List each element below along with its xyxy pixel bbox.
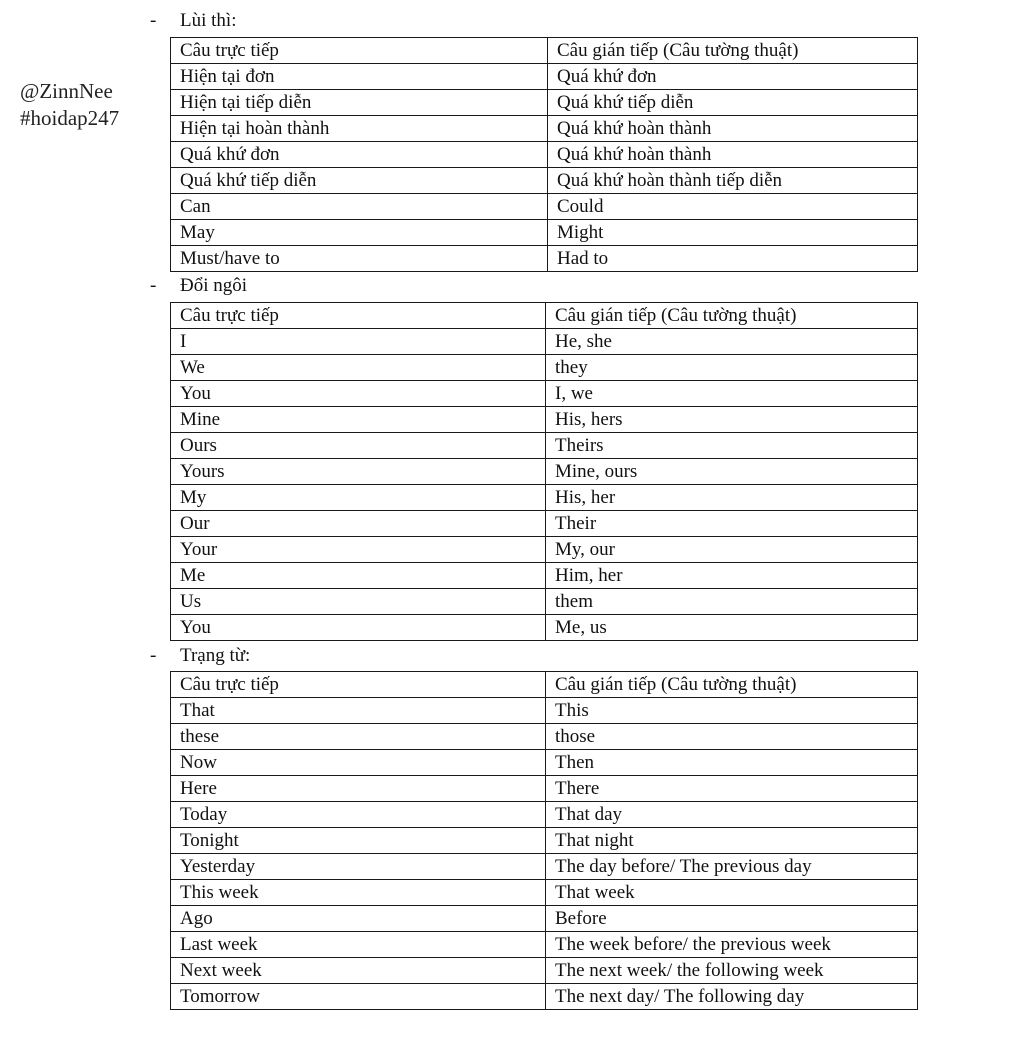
table-row xyxy=(171,802,918,828)
table-header-row xyxy=(171,38,918,64)
section-title: Lùi thì: xyxy=(180,10,237,31)
direct-speech-cell: Me xyxy=(171,563,546,589)
direct-speech-cell: Mine xyxy=(171,407,546,433)
reported-speech-cell: Quá khứ đơn xyxy=(548,64,918,90)
direct-speech-cell: Now xyxy=(171,750,546,776)
watermark xyxy=(20,78,119,132)
table-row xyxy=(171,615,918,641)
direct-speech-cell: Câu trực tiếp xyxy=(171,303,546,329)
tense-shift-table xyxy=(170,37,918,272)
direct-speech-cell: Quá khứ đơn xyxy=(171,142,548,168)
reported-speech-cell: There xyxy=(546,776,918,802)
direct-speech-cell: Tonight xyxy=(171,828,546,854)
adverb-shift-table xyxy=(170,671,918,1010)
table-row xyxy=(171,589,918,615)
table-header-row xyxy=(171,303,918,329)
reported-speech-cell: That night xyxy=(546,828,918,854)
direct-speech-cell: Next week xyxy=(171,958,546,984)
table-header-row xyxy=(171,672,918,698)
table-row xyxy=(171,381,918,407)
direct-speech-cell: Hiện tại tiếp diễn xyxy=(171,90,548,116)
table-row xyxy=(171,168,918,194)
table-row xyxy=(171,355,918,381)
reported-speech-cell: them xyxy=(546,589,918,615)
reported-speech-cell: Had to xyxy=(548,246,918,272)
reported-speech-cell: Before xyxy=(546,906,918,932)
reported-speech-cell: The next week/ the following week xyxy=(546,958,918,984)
direct-speech-cell: You xyxy=(171,381,546,407)
reported-speech-cell: Could xyxy=(548,194,918,220)
reported-speech-cell: His, her xyxy=(546,485,918,511)
reported-speech-cell: I, we xyxy=(546,381,918,407)
direct-speech-cell: I xyxy=(171,329,546,355)
table-row xyxy=(171,246,918,272)
direct-speech-cell: Our xyxy=(171,511,546,537)
direct-speech-cell: This week xyxy=(171,880,546,906)
reported-speech-cell: Câu gián tiếp (Câu tường thuật) xyxy=(548,38,918,64)
table-row xyxy=(171,537,918,563)
direct-speech-cell: Us xyxy=(171,589,546,615)
reported-speech-cell: The next day/ The following day xyxy=(546,984,918,1010)
reported-speech-cell: My, our xyxy=(546,537,918,563)
table-row xyxy=(171,698,918,724)
reported-speech-cell: Him, her xyxy=(546,563,918,589)
bullet-dash: - xyxy=(150,10,157,31)
table-row xyxy=(171,984,918,1010)
direct-speech-cell: We xyxy=(171,355,546,381)
reported-speech-cell: Their xyxy=(546,511,918,537)
reported-speech-cell: those xyxy=(546,724,918,750)
reported-speech-cell: Quá khứ hoàn thành xyxy=(548,142,918,168)
direct-speech-cell: Your xyxy=(171,537,546,563)
reported-speech-cell: Câu gián tiếp (Câu tường thuật) xyxy=(546,672,918,698)
reported-speech-cell: This xyxy=(546,698,918,724)
watermark-handle: @ZinnNee xyxy=(20,79,113,103)
reported-speech-cell: He, she xyxy=(546,329,918,355)
direct-speech-cell: Câu trực tiếp xyxy=(171,672,546,698)
direct-speech-cell: Ours xyxy=(171,433,546,459)
section-title: Đổi ngôi xyxy=(180,275,248,296)
table-row xyxy=(171,750,918,776)
direct-speech-cell: Câu trực tiếp xyxy=(171,38,548,64)
section-title: Trạng từ: xyxy=(180,645,251,666)
section-heading-adverb xyxy=(150,643,250,669)
table-row xyxy=(171,854,918,880)
table-row xyxy=(171,932,918,958)
table-row xyxy=(171,459,918,485)
table-row xyxy=(171,407,918,433)
direct-speech-cell: May xyxy=(171,220,548,246)
table-row xyxy=(171,563,918,589)
reported-speech-cell: His, hers xyxy=(546,407,918,433)
direct-speech-cell: Can xyxy=(171,194,548,220)
table-row xyxy=(171,194,918,220)
direct-speech-cell: My xyxy=(171,485,546,511)
reported-speech-cell: That week xyxy=(546,880,918,906)
direct-speech-cell: these xyxy=(171,724,546,750)
reported-speech-cell: The day before/ The previous day xyxy=(546,854,918,880)
table-row xyxy=(171,116,918,142)
direct-speech-cell: Here xyxy=(171,776,546,802)
bullet-dash: - xyxy=(150,275,157,296)
reported-speech-cell: Quá khứ hoàn thành tiếp diễn xyxy=(548,168,918,194)
direct-speech-cell: Last week xyxy=(171,932,546,958)
table-row xyxy=(171,329,918,355)
reported-speech-cell: That day xyxy=(546,802,918,828)
direct-speech-cell: Yesterday xyxy=(171,854,546,880)
table-row xyxy=(171,958,918,984)
direct-speech-cell: You xyxy=(171,615,546,641)
reported-speech-cell: Mine, ours xyxy=(546,459,918,485)
table-row xyxy=(171,724,918,750)
reported-speech-cell: Me, us xyxy=(546,615,918,641)
reported-speech-cell: Câu gián tiếp (Câu tường thuật) xyxy=(546,303,918,329)
table-row xyxy=(171,511,918,537)
direct-speech-cell: Must/have to xyxy=(171,246,548,272)
direct-speech-cell: Hiện tại đơn xyxy=(171,64,548,90)
direct-speech-cell: That xyxy=(171,698,546,724)
table-row xyxy=(171,64,918,90)
reported-speech-cell: Theirs xyxy=(546,433,918,459)
reported-speech-cell: they xyxy=(546,355,918,381)
reported-speech-cell: Quá khứ hoàn thành xyxy=(548,116,918,142)
direct-speech-cell: Tomorrow xyxy=(171,984,546,1010)
direct-speech-cell: Hiện tại hoàn thành xyxy=(171,116,548,142)
table-row xyxy=(171,90,918,116)
direct-speech-cell: Ago xyxy=(171,906,546,932)
table-row xyxy=(171,828,918,854)
table-row xyxy=(171,433,918,459)
reported-speech-cell: The week before/ the previous week xyxy=(546,932,918,958)
direct-speech-cell: Quá khứ tiếp diễn xyxy=(171,168,548,194)
bullet-dash: - xyxy=(150,645,157,666)
section-heading-person xyxy=(150,273,247,299)
watermark-hashtag: #hoidap247 xyxy=(20,106,120,130)
direct-speech-cell: Yours xyxy=(171,459,546,485)
table-row xyxy=(171,142,918,168)
table-row xyxy=(171,485,918,511)
person-shift-table xyxy=(170,302,918,641)
table-row xyxy=(171,880,918,906)
reported-speech-cell: Then xyxy=(546,750,918,776)
table-row xyxy=(171,906,918,932)
reported-speech-cell: Quá khứ tiếp diễn xyxy=(548,90,918,116)
table-row xyxy=(171,220,918,246)
table-row xyxy=(171,776,918,802)
section-heading-tense xyxy=(150,8,236,34)
direct-speech-cell: Today xyxy=(171,802,546,828)
reported-speech-cell: Might xyxy=(548,220,918,246)
